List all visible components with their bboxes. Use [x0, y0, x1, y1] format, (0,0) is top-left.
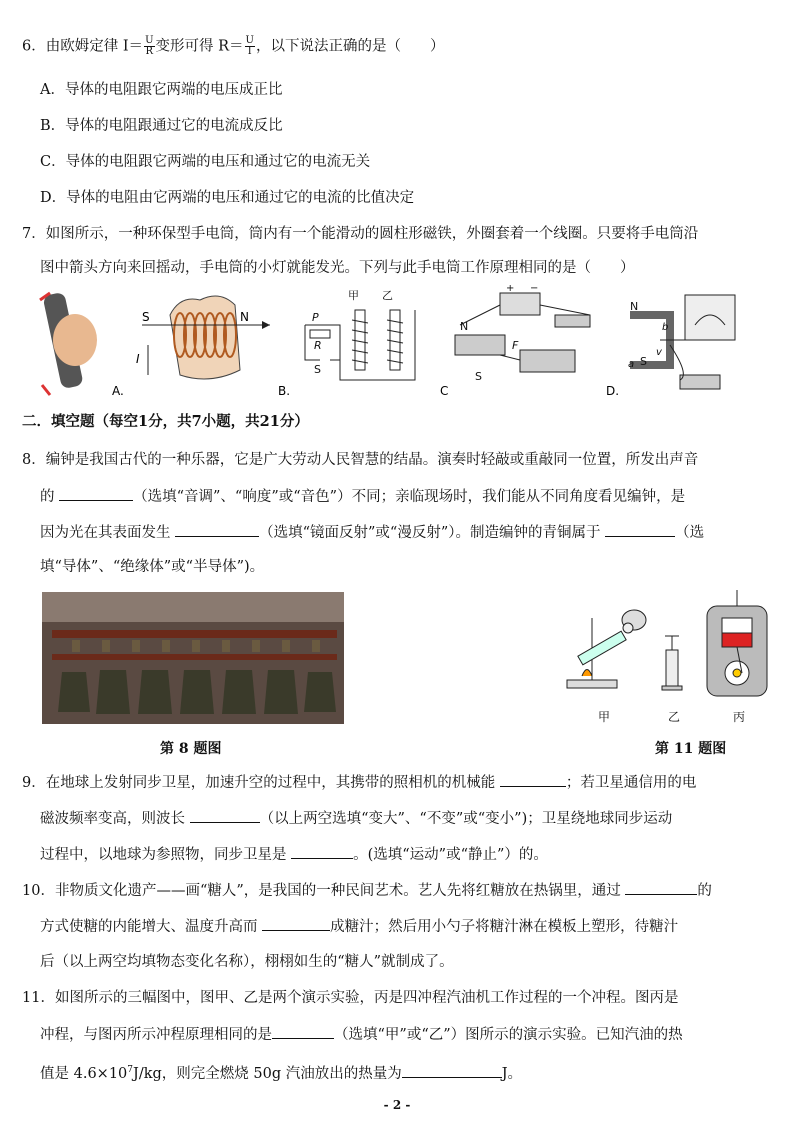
q9-line2: 磁波频率变高，则波长 （以上两空选填“变大”、“不变”或“变小”)；卫星绕地球同步运动: [40, 808, 672, 829]
svg-text:S: S: [314, 363, 321, 376]
q8-line1: 8．编钟是我国古代的一种乐器，它是广大劳动人民智慧的结晶。演奏时轻敲或重敲同一位置，所发出声音: [22, 452, 699, 468]
q7-stem-line2: 图中箭头方向来回摇动，手电筒的小灯就能发光。下列与此手电筒工作原理相同的是（ ）: [40, 260, 635, 276]
svg-text:S: S: [640, 355, 647, 368]
flashlight-image: [40, 292, 97, 395]
svg-text:v: v: [656, 347, 662, 358]
svg-text:S: S: [475, 370, 482, 383]
q11-line1: 11．如图所示的三幅图中，图甲、乙是两个演示实验，丙是四冲程汽油机工作过程的一个冲程。图丙是: [22, 990, 679, 1006]
q6-option-a[interactable]: A．导体的电阻跟它两端的电压成正比: [40, 82, 283, 98]
q9-line3: 过程中，以地球为参照物，同步卫星是 。(选填“运动”或“静止”）的。: [40, 844, 548, 865]
fig-label-d: D.: [606, 384, 620, 398]
q10-blank-2[interactable]: [262, 916, 330, 931]
q8-blank-1[interactable]: [59, 486, 133, 501]
fig-c-motor: [455, 285, 590, 383]
svg-text:N: N: [460, 320, 469, 333]
q8-line4: 填“导体”、“绝缘体”或“半导体”)。: [40, 559, 265, 575]
svg-text:N: N: [630, 300, 639, 313]
q9-blank-1[interactable]: [500, 772, 566, 787]
svg-text:F: F: [512, 339, 519, 352]
fig11-bing-engine-cylinder: [707, 590, 767, 696]
svg-text:a: a: [628, 359, 635, 370]
fig11-yi-pump: [662, 636, 682, 690]
q9-blank-3[interactable]: [291, 844, 353, 859]
fraction-u-over-i: $\frac{U}{I}$: [245, 35, 254, 57]
svg-text:甲: 甲: [348, 289, 359, 302]
svg-text:+: +: [506, 285, 515, 294]
q9-blank-2[interactable]: [190, 808, 260, 823]
fig-label-b: B.: [278, 384, 291, 398]
q8-line2: 的 （选填“音调”、“响度”或“音色”）不同；亲临现场时，我们能从不同角度看见编钟，是: [40, 486, 685, 507]
svg-text:S: S: [142, 310, 150, 324]
section-2-heading: 二．填空题（每空1分，共7小题，共21分）: [22, 413, 309, 430]
svg-text:b: b: [662, 322, 669, 333]
q7-stem-line1: 7．如图所示，一种环保型手电筒，筒内有一个能滑动的圆柱形磁铁，外圈套着一个线圈。只要将手电筒沿: [22, 226, 699, 242]
q9-line1: 9．在地球上发射同步卫星，加速升空的过程中，其携带的照相机的机械能 ；若卫星通信用的电: [22, 772, 696, 793]
q10-blank-1[interactable]: [625, 880, 697, 895]
q6-stem: 6．由欧姆定律 I＝ $\frac{U}{R}$ 变形可得 R＝ $\frac{U}{I}$ ，以下说法正确的是（ ）: [22, 35, 445, 57]
fig-a-hand-coil: [136, 296, 270, 379]
svg-text:R: R: [314, 339, 322, 352]
fraction-u-over-r: $\frac{U}{R}$: [145, 35, 154, 57]
bianzhong-photo: [42, 592, 344, 724]
fig-label-a: A.: [112, 384, 124, 398]
fig11-label-yi: 乙: [668, 710, 681, 724]
q11-line3: 值是 $4.6\times 10^7J/kg$，则完全燃烧 50g 汽油放出的热量为 J。: [40, 1060, 522, 1084]
q6-option-b[interactable]: B．导体的电阻跟通过它的电流成反比: [40, 118, 283, 134]
q11-blank-2[interactable]: [272, 1024, 334, 1039]
fig-b-electromagnets: [305, 289, 415, 380]
q6-option-c[interactable]: C．导体的电阻跟它两端的电压和通过它的电流无关: [40, 154, 371, 170]
fig-label-c: C: [440, 384, 449, 398]
fig11-jia-test-tube: [567, 610, 646, 688]
fig-d-generator: [628, 295, 735, 389]
svg-text:乙: 乙: [382, 289, 393, 302]
q10-line2: 方式使糖的内能增大、温度升高而 成糖汁；然后用小勺子将糖汁淋在模板上塑形，待糖汁: [40, 916, 678, 937]
q8-blank-2[interactable]: [175, 522, 259, 537]
svg-text:N: N: [240, 310, 249, 324]
svg-text:P: P: [312, 311, 319, 324]
q8-line3: 因为光在其表面发生 （选填“镜面反射”或“漫反射”）。制造编钟的青铜属于 （选: [40, 522, 704, 543]
svg-text:−: −: [530, 285, 539, 294]
q6-option-d[interactable]: D．导体的电阻由它两端的电压和通过它的电流的比值决定: [40, 190, 415, 206]
fig11-label-jia: 甲: [598, 710, 611, 724]
fig11-label-bing: 丙: [733, 710, 746, 724]
q11-blank-3[interactable]: [402, 1063, 502, 1078]
page-number: - 2 -: [383, 1098, 411, 1112]
q11-line2: 冲程，与图丙所示冲程原理相同的是 （选填“甲”或“乙”）图所示的演示实验。已知汽油的热: [40, 1024, 683, 1045]
fig11-caption: 第 11 题图: [655, 741, 727, 757]
fig11-drawings: [562, 588, 772, 698]
svg-text:I: I: [136, 352, 140, 366]
q8-blank-3[interactable]: [605, 522, 675, 537]
q7-figures: [30, 285, 750, 405]
q10-line3: 后（以上两空均填物态变化名称），栩栩如生的“糖人”就制成了。: [40, 954, 454, 970]
fig8-caption: 第 8 题图: [160, 741, 222, 757]
q10-line1: 10．非物质文化遗产——画“糖人”，是我国的一种民间艺术。艺人先将红糖放在热锅里，通过 的: [22, 880, 712, 901]
